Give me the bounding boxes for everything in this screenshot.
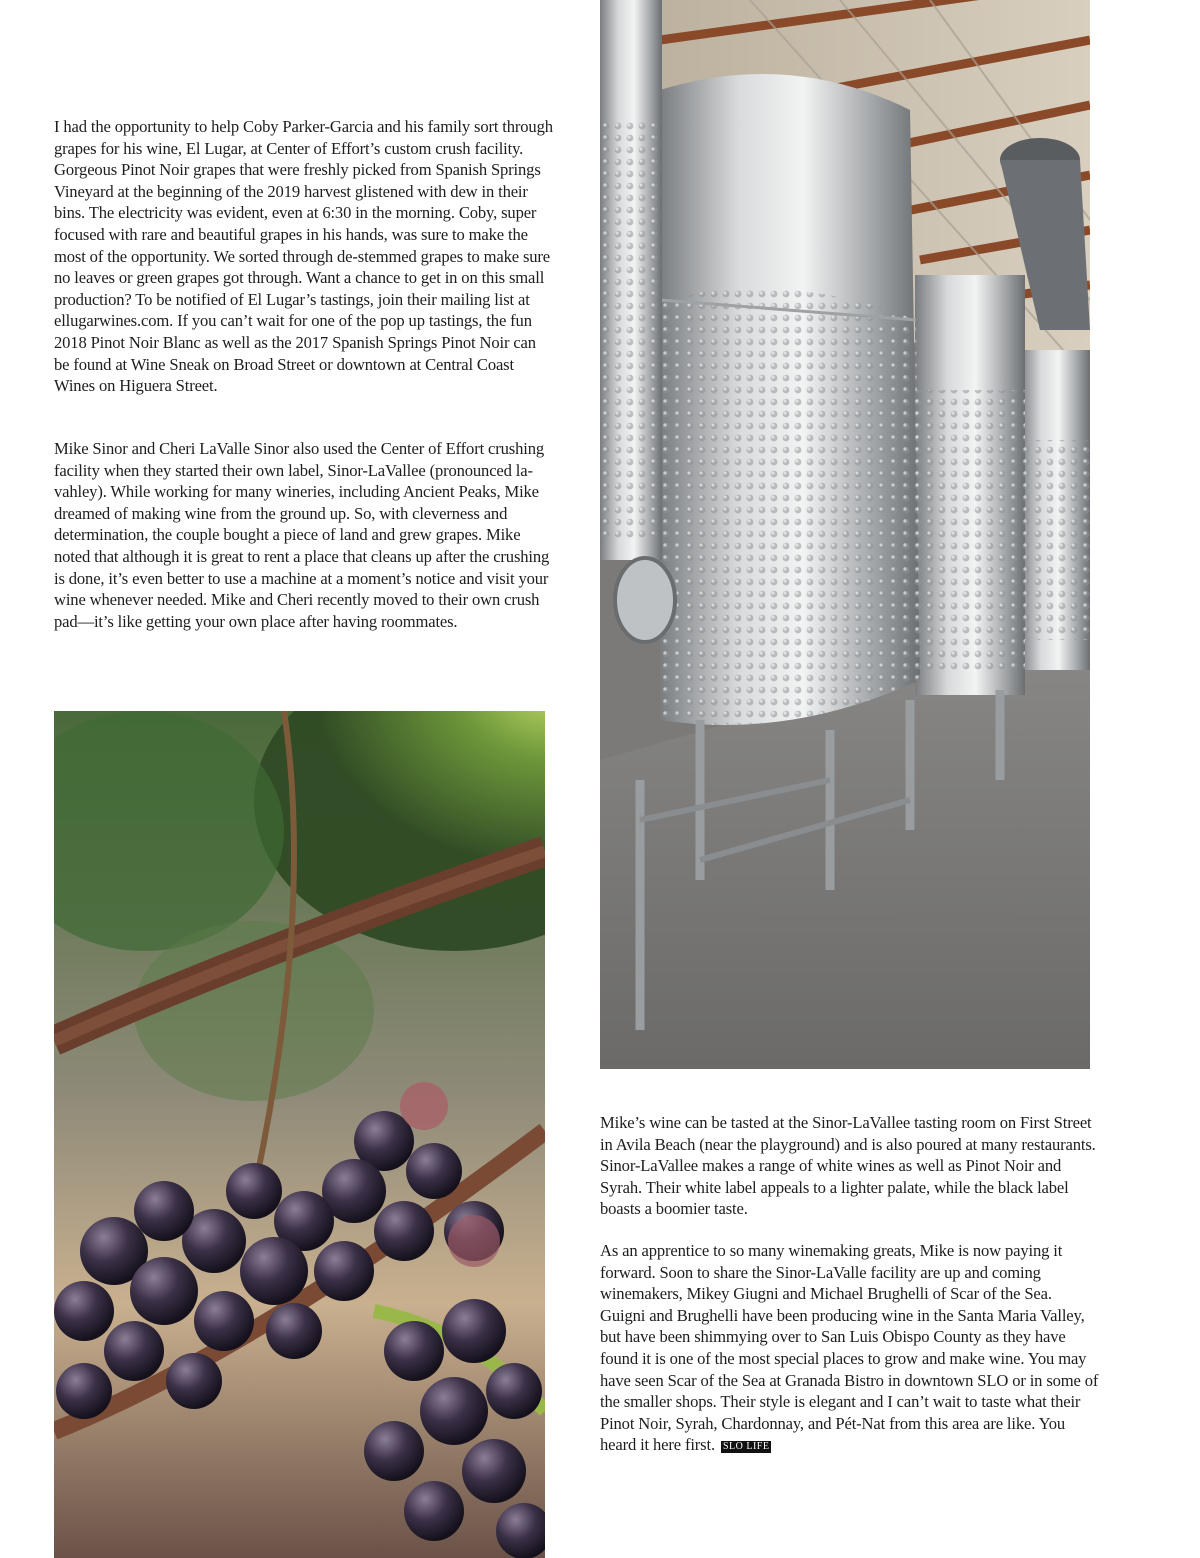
- wine-tanks-photo: [600, 0, 1090, 1069]
- article-paragraph-el-lugar: I had the opportunity to help Coby Parker-Garcia and his family sort through grapes for his wine, El Lugar, at Center of Effort’s custom crush facility. Gorgeous Pinot Noir grapes that were freshly picked from Spanish Springs Vineyard at the beginning of the 2019 harvest glistened with dew in their bins. The electricity was evident, even at 6:30 in the morning. Coby, super focused with rare and beautiful grapes in his hands, was sure to make the most of the opportunity. We sorted through de-stemmed grapes to make sure no leaves or green grapes got through. Want a chance to get in on this small production? To be notified of El Lugar’s tastings, join their mailing list at ellugarwines.com. If you can’t wait for one of the pop up tastings, the fun 2018 Pinot Noir Blanc as well as the 2017 Spanish Springs Pinot Noir can be found at Wine Sneak on Broad Street or downtown at Central Coast Wines on Higuera Street.: [54, 117, 553, 396]
- article-paragraph-scar-of-the-sea: [600, 1240, 1100, 1456]
- slo-life-end-mark: SLO LIFE: [722, 1441, 770, 1453]
- article-paragraph-scar-of-the-sea-text: As an apprentice to so many winemaking greats, Mike is now paying it forward. Soon to share the Sinor-LaValle facility are up and coming winemakers, Mikey Giugni and Michael Brughelli of Scar of the Sea. Guigni and Brughelli have been producing wine in the Santa Maria Valley, but have been shimmying over to San Luis Obispo County as they have found it is one of the most special places to grow and make wine. You may have seen Scar of the Sea at Granada Bistro in downtown SLO or in some of the smaller shops. Their style is elegant and I can’t wait to taste what their Pinot Noir, Syrah, Chardonnay, and Pét-Nat from this area are like. You heard it here first.: [600, 1241, 1099, 1455]
- grape-cluster-photo: [54, 711, 545, 1558]
- article-paragraph-tasting-room: Mike’s wine can be tasted at the Sinor-LaVallee tasting room on First Street in Avila Beach (near the playground) and is also poured at many restaurants. Sinor-LaVallee makes a range of white wines as well as Pinot Noir and Syrah. Their white label appeals to a lighter palate, while the black label boasts a boomier taste.: [600, 1113, 1096, 1219]
- article-paragraph-sinor-lavallee: Mike Sinor and Cheri LaValle Sinor also used the Center of Effort crushing facility when they started their own label, Sinor-LaVallee (pronounced la-vahley). While working for many wineries, including Ancient Peaks, Mike dreamed of making wine from the ground up. So, with cleverness and determination, the couple bought a piece of land and grew grapes. Mike noted that although it is great to rent a place that cleans up after the crushing is done, it’s even better to use a machine at a moment’s notice and visit your wine whenever needed. Mike and Cheri recently moved to their own crush pad—it’s like getting your own place after having roommates.: [54, 439, 550, 631]
